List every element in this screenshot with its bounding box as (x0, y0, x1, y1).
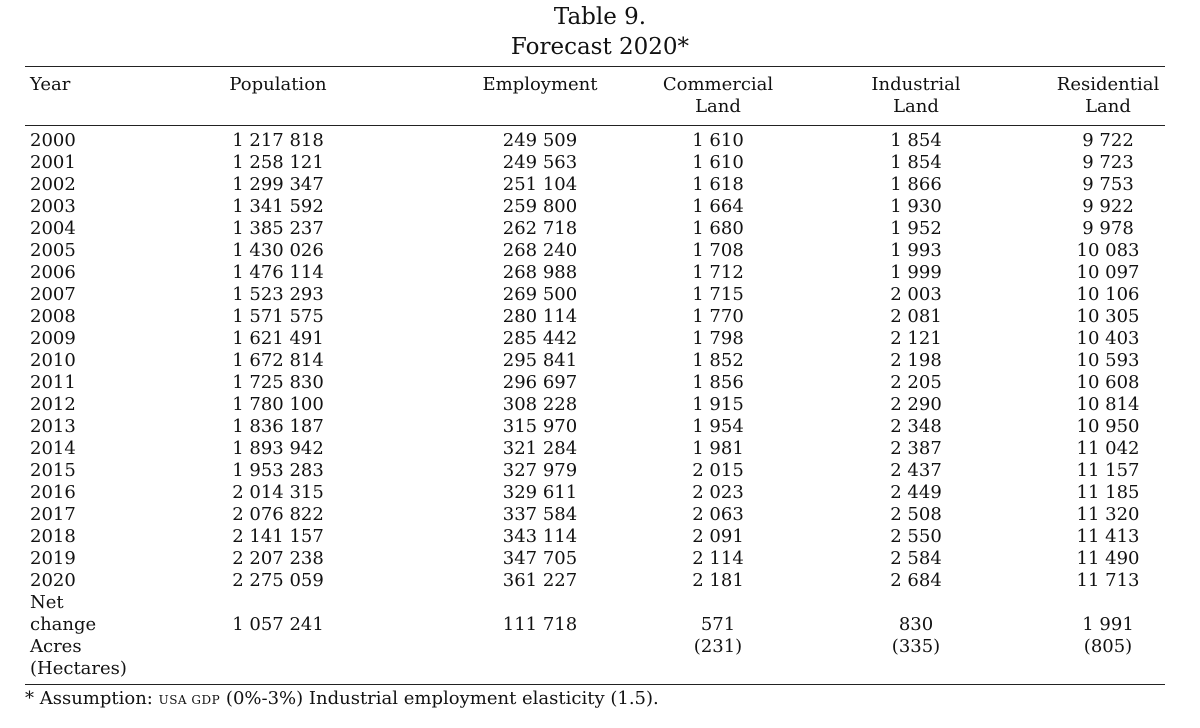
cell-industrial-land: 2 550 (890, 526, 942, 547)
header-industrial-line1: Industrial (871, 74, 961, 95)
cell-employment: 343 114 (502, 526, 578, 547)
hectares-residential-land: (805) (1083, 636, 1133, 657)
cell-commercial-land: 1 708 (692, 240, 744, 261)
table-row (25, 350, 1165, 372)
net-change-industrial-land: 830 (898, 614, 934, 635)
cell-commercial-land: 1 712 (692, 262, 744, 283)
hectares-row (25, 636, 1165, 658)
header-residential-line1: Residential (1056, 74, 1160, 95)
cell-residential-land: 11 042 (1076, 438, 1140, 459)
cell-employment: 249 563 (502, 152, 578, 173)
hectares-label-line2: (Hectares) (30, 658, 127, 679)
cell-population: 1 672 814 (232, 350, 324, 371)
cell-year: 2010 (30, 350, 76, 371)
cell-residential-land: 10 305 (1076, 306, 1140, 327)
cell-employment: 268 988 (502, 262, 578, 283)
table-row (25, 570, 1165, 592)
cell-residential-land: 10 083 (1076, 240, 1140, 261)
cell-employment: 249 509 (502, 130, 578, 151)
cell-population: 1 523 293 (232, 284, 324, 305)
table-row (25, 240, 1165, 262)
cell-commercial-land: 1 610 (692, 152, 744, 173)
hectares-label-row (25, 658, 1165, 680)
cell-population: 1 893 942 (232, 438, 324, 459)
cell-residential-land: 10 403 (1076, 328, 1140, 349)
cell-population: 1 476 114 (232, 262, 324, 283)
header-rule (25, 125, 1165, 126)
net-change-label-line2: change (30, 614, 97, 635)
bottom-rule (25, 684, 1165, 685)
cell-population: 2 141 157 (232, 526, 324, 547)
table-row (25, 504, 1165, 526)
cell-year: 2015 (30, 460, 76, 481)
cell-population: 1 571 575 (232, 306, 324, 327)
cell-employment: 329 611 (502, 482, 578, 503)
cell-commercial-land: 1 715 (692, 284, 744, 305)
cell-employment: 347 705 (502, 548, 578, 569)
footnote-rest: (0%-3%) Industrial employment elasticity (1.5). (220, 688, 659, 709)
cell-residential-land: 9 722 (1082, 130, 1134, 151)
cell-population: 1 217 818 (232, 130, 324, 151)
table-subtitle: Forecast 2020* (510, 34, 690, 60)
cell-residential-land: 11 320 (1076, 504, 1140, 525)
cell-residential-land: 11 490 (1076, 548, 1140, 569)
footnote-prefix: * Assumption: (25, 688, 159, 709)
cell-industrial-land: 1 854 (890, 152, 942, 173)
table-row (25, 306, 1165, 328)
footnote-smallcaps: USA GDP (158, 693, 221, 707)
cell-commercial-land: 1 770 (692, 306, 744, 327)
cell-year: 2002 (30, 174, 76, 195)
cell-residential-land: 9 978 (1082, 218, 1134, 239)
cell-commercial-land: 1 981 (692, 438, 744, 459)
cell-employment: 296 697 (502, 372, 578, 393)
net-change-label-row (25, 592, 1165, 614)
cell-employment: 268 240 (502, 240, 578, 261)
table-row (25, 460, 1165, 482)
cell-employment: 280 114 (502, 306, 578, 327)
cell-employment: 262 718 (502, 218, 578, 239)
cell-commercial-land: 1 954 (692, 416, 744, 437)
cell-commercial-land: 2 091 (692, 526, 744, 547)
cell-residential-land: 11 185 (1076, 482, 1140, 503)
cell-residential-land: 10 106 (1076, 284, 1140, 305)
cell-population: 2 014 315 (232, 482, 324, 503)
cell-year: 2006 (30, 262, 76, 283)
net-change-label-line1: Net (30, 592, 64, 613)
hectares-industrial-land: (335) (891, 636, 941, 657)
cell-year: 2000 (30, 130, 76, 151)
cell-residential-land: 11 413 (1076, 526, 1140, 547)
cell-commercial-land: 1 664 (692, 196, 744, 217)
cell-population: 1 836 187 (232, 416, 324, 437)
cell-population: 2 076 822 (232, 504, 324, 525)
cell-year: 2014 (30, 438, 76, 459)
cell-employment: 361 227 (502, 570, 578, 591)
cell-residential-land: 11 157 (1076, 460, 1140, 481)
cell-population: 1 341 592 (232, 196, 324, 217)
cell-employment: 308 228 (502, 394, 578, 415)
cell-population: 1 953 283 (232, 460, 324, 481)
cell-year: 2004 (30, 218, 76, 239)
cell-year: 2017 (30, 504, 76, 525)
table-title: Table 9. (553, 4, 647, 30)
cell-commercial-land: 2 015 (692, 460, 744, 481)
cell-population: 1 430 026 (232, 240, 324, 261)
hectares-label-line1: Acres (30, 636, 82, 657)
cell-industrial-land: 1 999 (890, 262, 942, 283)
cell-residential-land: 9 753 (1082, 174, 1134, 195)
cell-employment: 259 800 (502, 196, 578, 217)
cell-population: 1 725 830 (232, 372, 324, 393)
cell-employment: 315 970 (502, 416, 578, 437)
cell-population: 2 275 059 (232, 570, 324, 591)
table-row (25, 548, 1165, 570)
net-change-commercial-land: 571 (700, 614, 736, 635)
table-row (25, 284, 1165, 306)
cell-commercial-land: 2 063 (692, 504, 744, 525)
cell-employment: 285 442 (502, 328, 578, 349)
table-row (25, 482, 1165, 504)
table-row (25, 152, 1165, 174)
cell-commercial-land: 1 618 (692, 174, 744, 195)
header-commercial-land (643, 74, 793, 118)
cell-residential-land: 10 608 (1076, 372, 1140, 393)
cell-employment: 251 104 (502, 174, 578, 195)
cell-residential-land: 9 723 (1082, 152, 1134, 173)
cell-industrial-land: 1 866 (890, 174, 942, 195)
cell-residential-land: 9 922 (1082, 196, 1134, 217)
cell-year: 2009 (30, 328, 76, 349)
cell-employment: 321 284 (502, 438, 578, 459)
cell-commercial-land: 2 181 (692, 570, 744, 591)
cell-residential-land: 10 814 (1076, 394, 1140, 415)
header-residential-land (1033, 74, 1183, 118)
cell-commercial-land: 1 915 (692, 394, 744, 415)
cell-industrial-land: 2 121 (890, 328, 942, 349)
cell-industrial-land: 2 198 (890, 350, 942, 371)
cell-population: 2 207 238 (232, 548, 324, 569)
header-year: Year (30, 74, 71, 95)
cell-commercial-land: 1 610 (692, 130, 744, 151)
table-row (25, 218, 1165, 240)
cell-industrial-land: 1 993 (890, 240, 942, 261)
header-population: Population (229, 74, 327, 95)
cell-year: 2013 (30, 416, 76, 437)
top-rule (25, 66, 1165, 67)
cell-employment: 269 500 (502, 284, 578, 305)
header-industrial-land (841, 74, 991, 118)
cell-employment: 295 841 (502, 350, 578, 371)
net-change-row (25, 614, 1165, 636)
cell-population: 1 780 100 (232, 394, 324, 415)
table-row (25, 196, 1165, 218)
cell-commercial-land: 2 023 (692, 482, 744, 503)
cell-commercial-land: 2 114 (692, 548, 744, 569)
cell-residential-land: 10 950 (1076, 416, 1140, 437)
cell-industrial-land: 2 449 (890, 482, 942, 503)
cell-industrial-land: 2 584 (890, 548, 942, 569)
cell-industrial-land: 2 205 (890, 372, 942, 393)
header-residential-line2: Land (1085, 96, 1131, 117)
cell-industrial-land: 2 437 (890, 460, 942, 481)
net-change-residential-land: 1 991 (1082, 614, 1134, 635)
cell-industrial-land: 2 387 (890, 438, 942, 459)
cell-commercial-land: 1 798 (692, 328, 744, 349)
cell-industrial-land: 1 854 (890, 130, 942, 151)
cell-industrial-land: 2 290 (890, 394, 942, 415)
cell-year: 2019 (30, 548, 76, 569)
cell-industrial-land: 2 348 (890, 416, 942, 437)
table-row (25, 130, 1165, 152)
cell-year: 2012 (30, 394, 76, 415)
cell-population: 1 258 121 (232, 152, 324, 173)
header-employment: Employment (482, 74, 598, 95)
cell-year: 2011 (30, 372, 76, 393)
cell-commercial-land: 1 680 (692, 218, 744, 239)
cell-industrial-land: 2 081 (890, 306, 942, 327)
net-change-employment: 111 718 (502, 614, 578, 635)
cell-population: 1 299 347 (232, 174, 324, 195)
cell-employment: 327 979 (502, 460, 578, 481)
cell-industrial-land: 1 930 (890, 196, 942, 217)
cell-year: 2020 (30, 570, 76, 591)
hectares-commercial-land: (231) (693, 636, 743, 657)
cell-industrial-land: 2 684 (890, 570, 942, 591)
cell-year: 2007 (30, 284, 76, 305)
cell-employment: 337 584 (502, 504, 578, 525)
cell-year: 2016 (30, 482, 76, 503)
cell-population: 1 621 491 (232, 328, 324, 349)
table-row (25, 526, 1165, 548)
cell-year: 2018 (30, 526, 76, 547)
cell-year: 2008 (30, 306, 76, 327)
table-row (25, 328, 1165, 350)
header-commercial-line1: Commercial (662, 74, 774, 95)
header-commercial-line2: Land (695, 96, 741, 117)
cell-commercial-land: 1 856 (692, 372, 744, 393)
cell-commercial-land: 1 852 (692, 350, 744, 371)
cell-year: 2003 (30, 196, 76, 217)
cell-industrial-land: 2 508 (890, 504, 942, 525)
cell-industrial-land: 2 003 (890, 284, 942, 305)
table-row (25, 372, 1165, 394)
table-body (25, 130, 1165, 680)
cell-population: 1 385 237 (232, 218, 324, 239)
table-row (25, 394, 1165, 416)
cell-residential-land: 11 713 (1076, 570, 1140, 591)
table-row (25, 174, 1165, 196)
cell-industrial-land: 1 952 (890, 218, 942, 239)
net-change-population: 1 057 241 (232, 614, 324, 635)
footnote (25, 688, 659, 711)
header-industrial-line2: Land (893, 96, 939, 117)
table-row (25, 416, 1165, 438)
cell-residential-land: 10 097 (1076, 262, 1140, 283)
table-row (25, 438, 1165, 460)
table-row (25, 262, 1165, 284)
cell-residential-land: 10 593 (1076, 350, 1140, 371)
cell-year: 2001 (30, 152, 76, 173)
cell-year: 2005 (30, 240, 76, 261)
